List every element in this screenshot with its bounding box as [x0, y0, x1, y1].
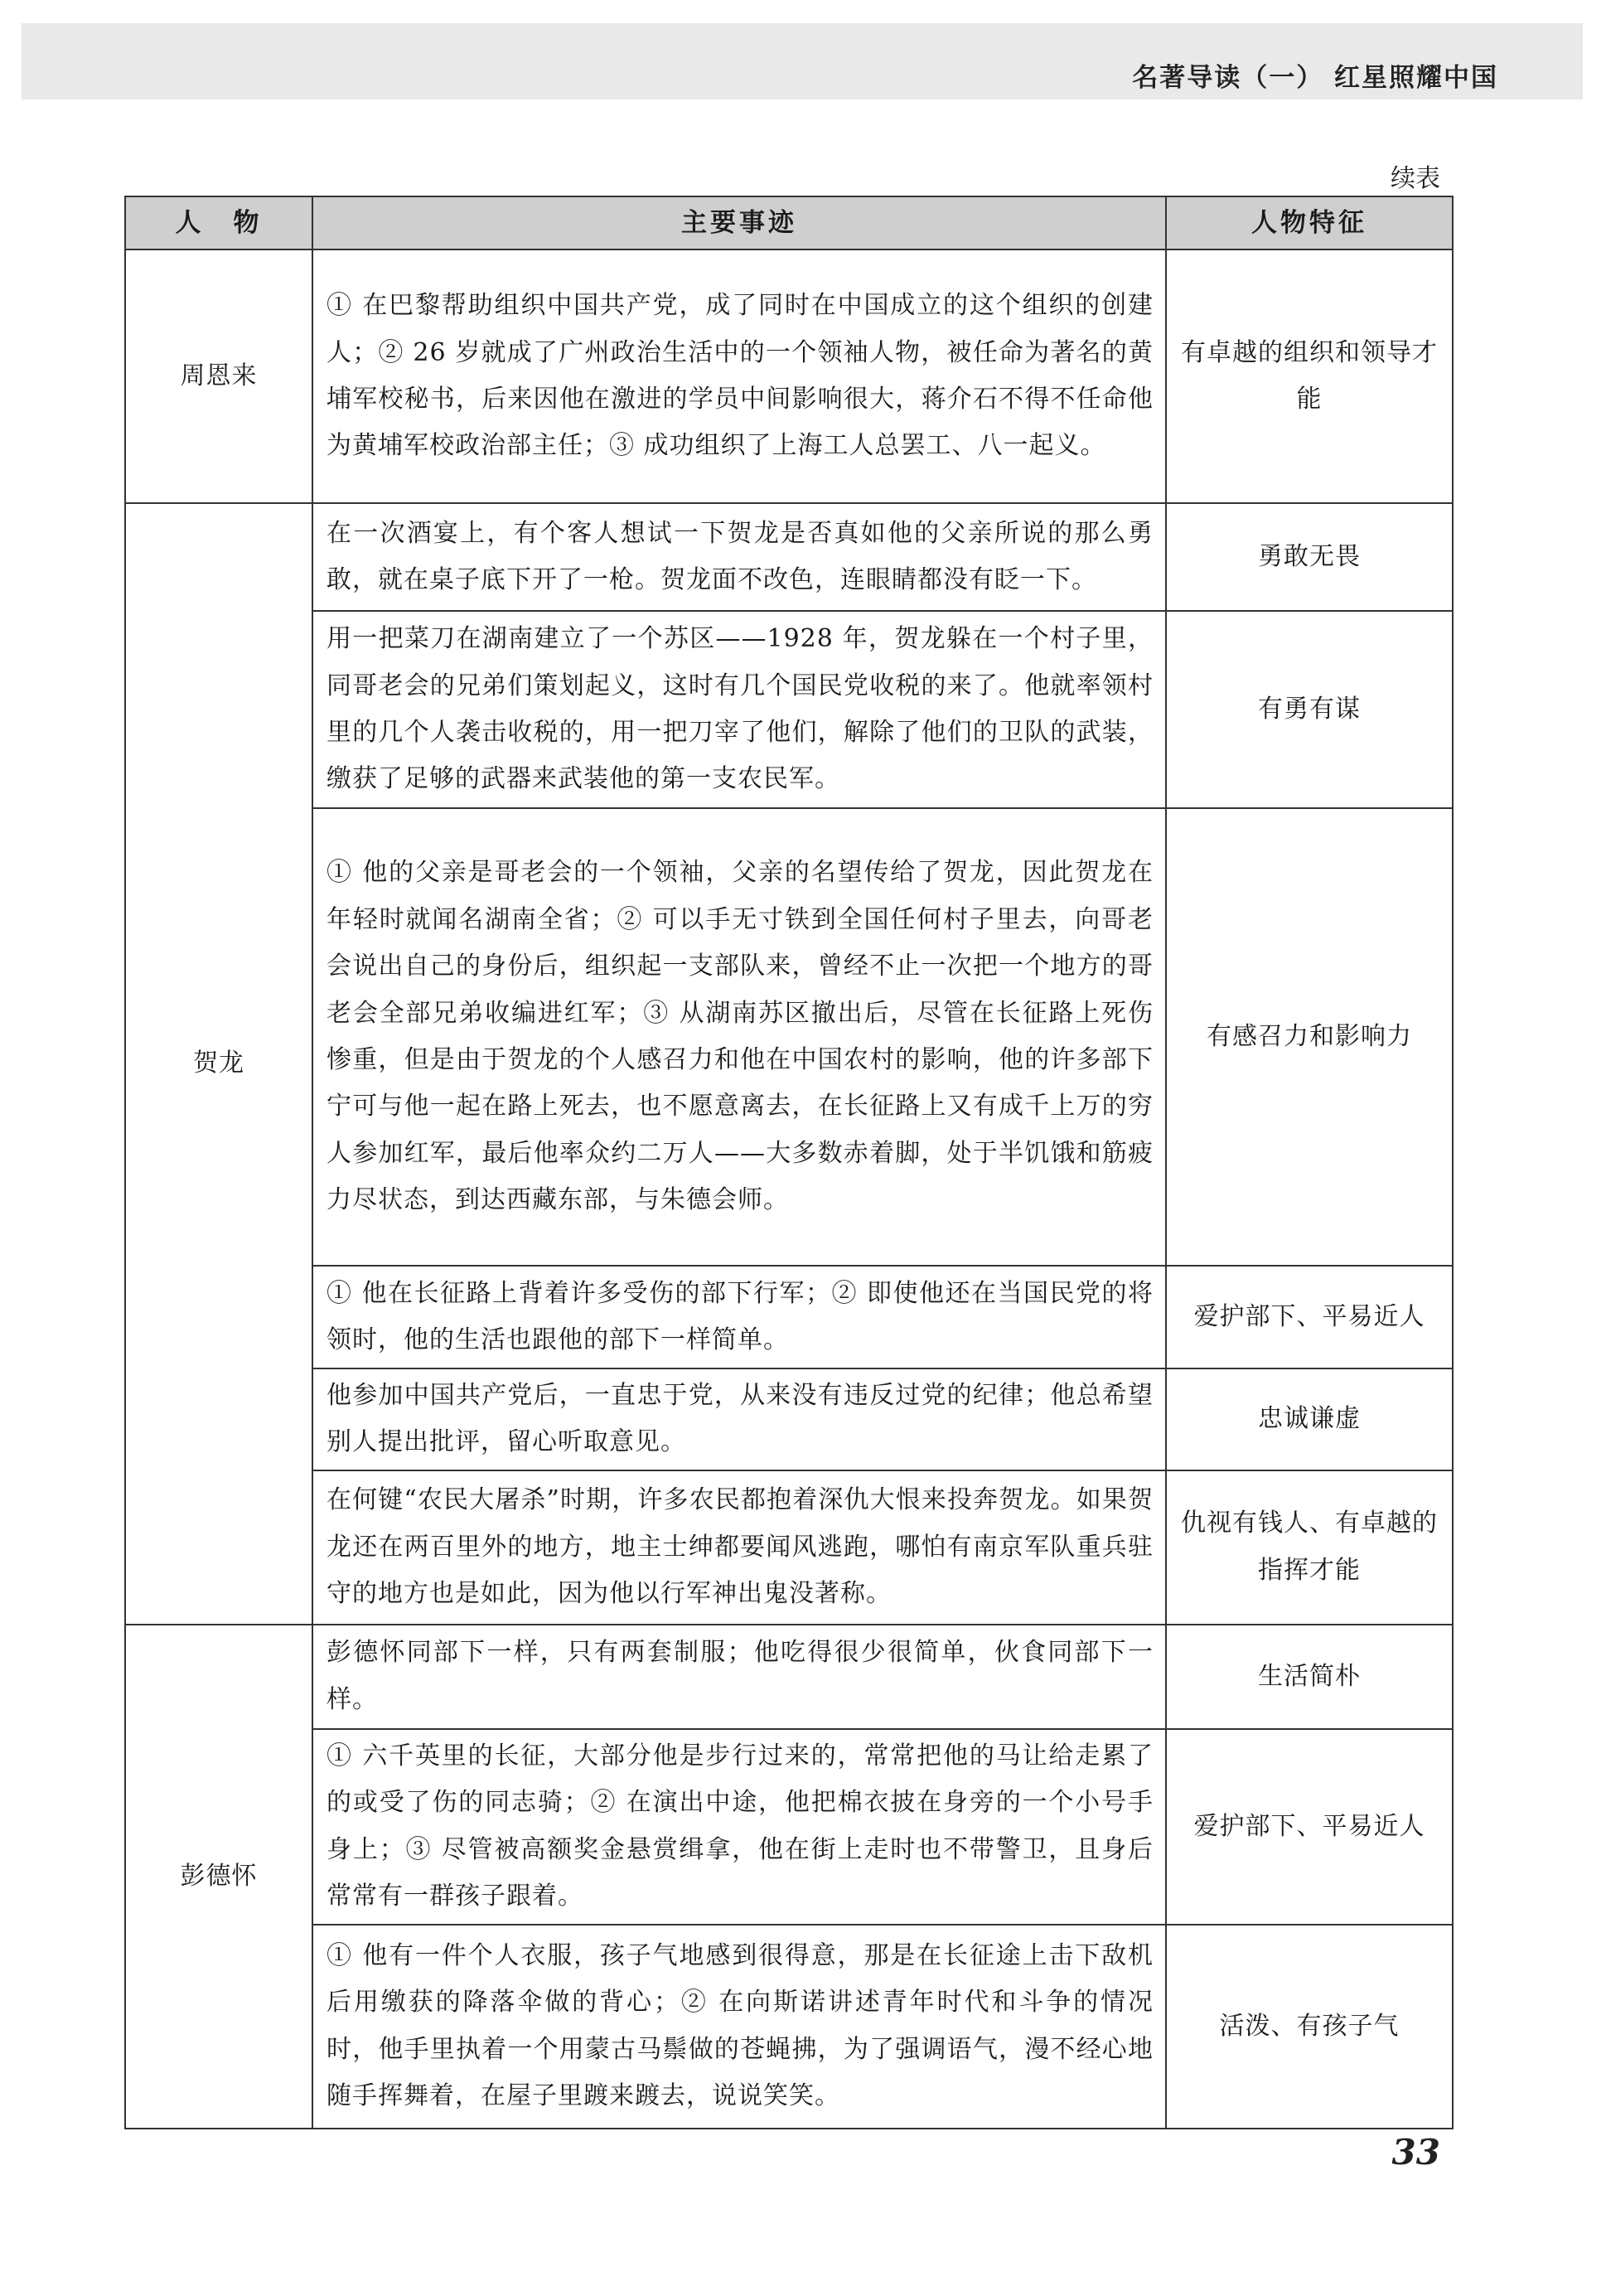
trait-cell: 有卓越的组织和领导才能 — [1166, 249, 1453, 503]
person-cell: 彭德怀 — [125, 1625, 312, 2129]
trait-cell: 生活简朴 — [1166, 1625, 1453, 1729]
character-table — [124, 196, 1454, 2129]
table-row — [125, 808, 1453, 1266]
table-row — [125, 1368, 1453, 1470]
page-number: 33 — [1391, 2132, 1440, 2172]
trait-cell: 爱护部下、平易近人 — [1166, 1266, 1453, 1368]
table-row — [125, 503, 1453, 611]
deeds-cell: 在何键“农民大屠杀”时期，许多农民都抱着深仇大恨来投奔贺龙。如果贺龙还在两百里外的地方，地主士绅都要闻风逃跑，哪怕有南京军队重兵驻守的地方也是如此，因为他以行军神出鬼没著称。 — [312, 1470, 1166, 1625]
trait-cell: 有勇有谋 — [1166, 611, 1453, 808]
deeds-cell: ① 他在长征路上背着许多受伤的部下行军；② 即使他还在当国民党的将领时，他的生活也跟他的部下一样简单。 — [312, 1266, 1166, 1368]
table-row — [125, 1470, 1453, 1625]
trait-cell: 忠诚谦虚 — [1166, 1368, 1453, 1470]
column-header-deeds: 主要事迹 — [312, 196, 1166, 249]
table-row — [125, 1925, 1453, 2129]
deeds-cell: ① 六千英里的长征，大部分他是步行过来的，常常把他的马让给走累了的或受了伤的同志骑；② 在演出中途，他把棉衣披在身旁的一个小号手身上；③ 尽管被高额奖金悬赏缉拿，他在街上走时也不带警卫，且身后常常有一群孩子跟着。 — [312, 1729, 1166, 1925]
table-row — [125, 1266, 1453, 1368]
running-header-title: 名著导读（一） 红星照耀中国 — [1132, 63, 1498, 93]
table-row — [125, 249, 1453, 503]
deeds-cell: 用一把菜刀在湖南建立了一个苏区——1928 年，贺龙躲在一个村子里，同哥老会的兄弟们策划起义，这时有几个国民党收税的来了。他就率领村里的几个人袭击收税的，用一把刀宰了他们，解除了他们的卫队的武装，缴获了足够的武器来武装他的第一支农民军。 — [312, 611, 1166, 808]
column-header-traits: 人物特征 — [1166, 196, 1453, 249]
trait-cell: 仇视有钱人、有卓越的指挥才能 — [1166, 1470, 1453, 1625]
deeds-cell: 他参加中国共产党后，一直忠于党，从来没有违反过党的纪律；他总希望别人提出批评，留心听取意见。 — [312, 1368, 1166, 1470]
deeds-cell: ① 他有一件个人衣服，孩子气地感到很得意，那是在长征途上击下敌机后用缴获的降落伞做的背心；② 在向斯诺讲述青年时代和斗争的情况时，他手里执着一个用蒙古马鬃做的苍蝇拂，为了强调语气，漫不经心地随手挥舞着，在屋子里踱来踱去，说说笑笑。 — [312, 1925, 1166, 2129]
deeds-cell: 在一次酒宴上，有个客人想试一下贺龙是否真如他的父亲所说的那么勇敢，就在桌子底下开了一枪。贺龙面不改色，连眼睛都没有眨一下。 — [312, 503, 1166, 611]
trait-cell: 勇敢无畏 — [1166, 503, 1453, 611]
person-cell: 贺龙 — [125, 503, 312, 1625]
deeds-cell: ① 在巴黎帮助组织中国共产党，成了同时在中国成立的这个组织的创建人；② 26 岁就成了广州政治生活中的一个领袖人物，被任命为著名的黄埔军校秘书，后来因他在激进的学员中间影响很大，蒋介石不得不任命他为黄埔军校政治部主任；③ 成功组织了上海工人总罢工、八一起义。 — [312, 249, 1166, 503]
column-header-person: 人 物 — [125, 196, 312, 249]
table-row — [125, 611, 1453, 808]
person-cell: 周恩来 — [125, 249, 312, 503]
table-row — [125, 1729, 1453, 1925]
table-row — [125, 1625, 1453, 1729]
trait-cell: 活泼、有孩子气 — [1166, 1925, 1453, 2129]
table-header-row — [125, 196, 1453, 249]
deeds-cell: 彭德怀同部下一样，只有两套制服；他吃得很少很简单，伙食同部下一样。 — [312, 1625, 1166, 1729]
trait-cell: 爱护部下、平易近人 — [1166, 1729, 1453, 1925]
trait-cell: 有感召力和影响力 — [1166, 808, 1453, 1266]
deeds-cell: ① 他的父亲是哥老会的一个领袖，父亲的名望传给了贺龙，因此贺龙在年轻时就闻名湖南全省；② 可以手无寸铁到全国任何村子里去，向哥老会说出自己的身份后，组织起一支部队来，曾经不止一次把一个地方的哥老会全部兄弟收编进红军；③ 从湖南苏区撤出后，尽管在长征路上死伤惨重，但是由于贺龙的个人感召力和他在中国农村的影响，他的许多部下宁可与他一起在路上死去，也不愿意离去，在长征路上又有成千上万的穷人参加红军，最后他率众约二万人——大多数赤着脚，处于半饥饿和筋疲力尽状态，到达西藏东部，与朱德会师。 — [312, 808, 1166, 1266]
continued-label: 续表 — [1391, 164, 1440, 193]
